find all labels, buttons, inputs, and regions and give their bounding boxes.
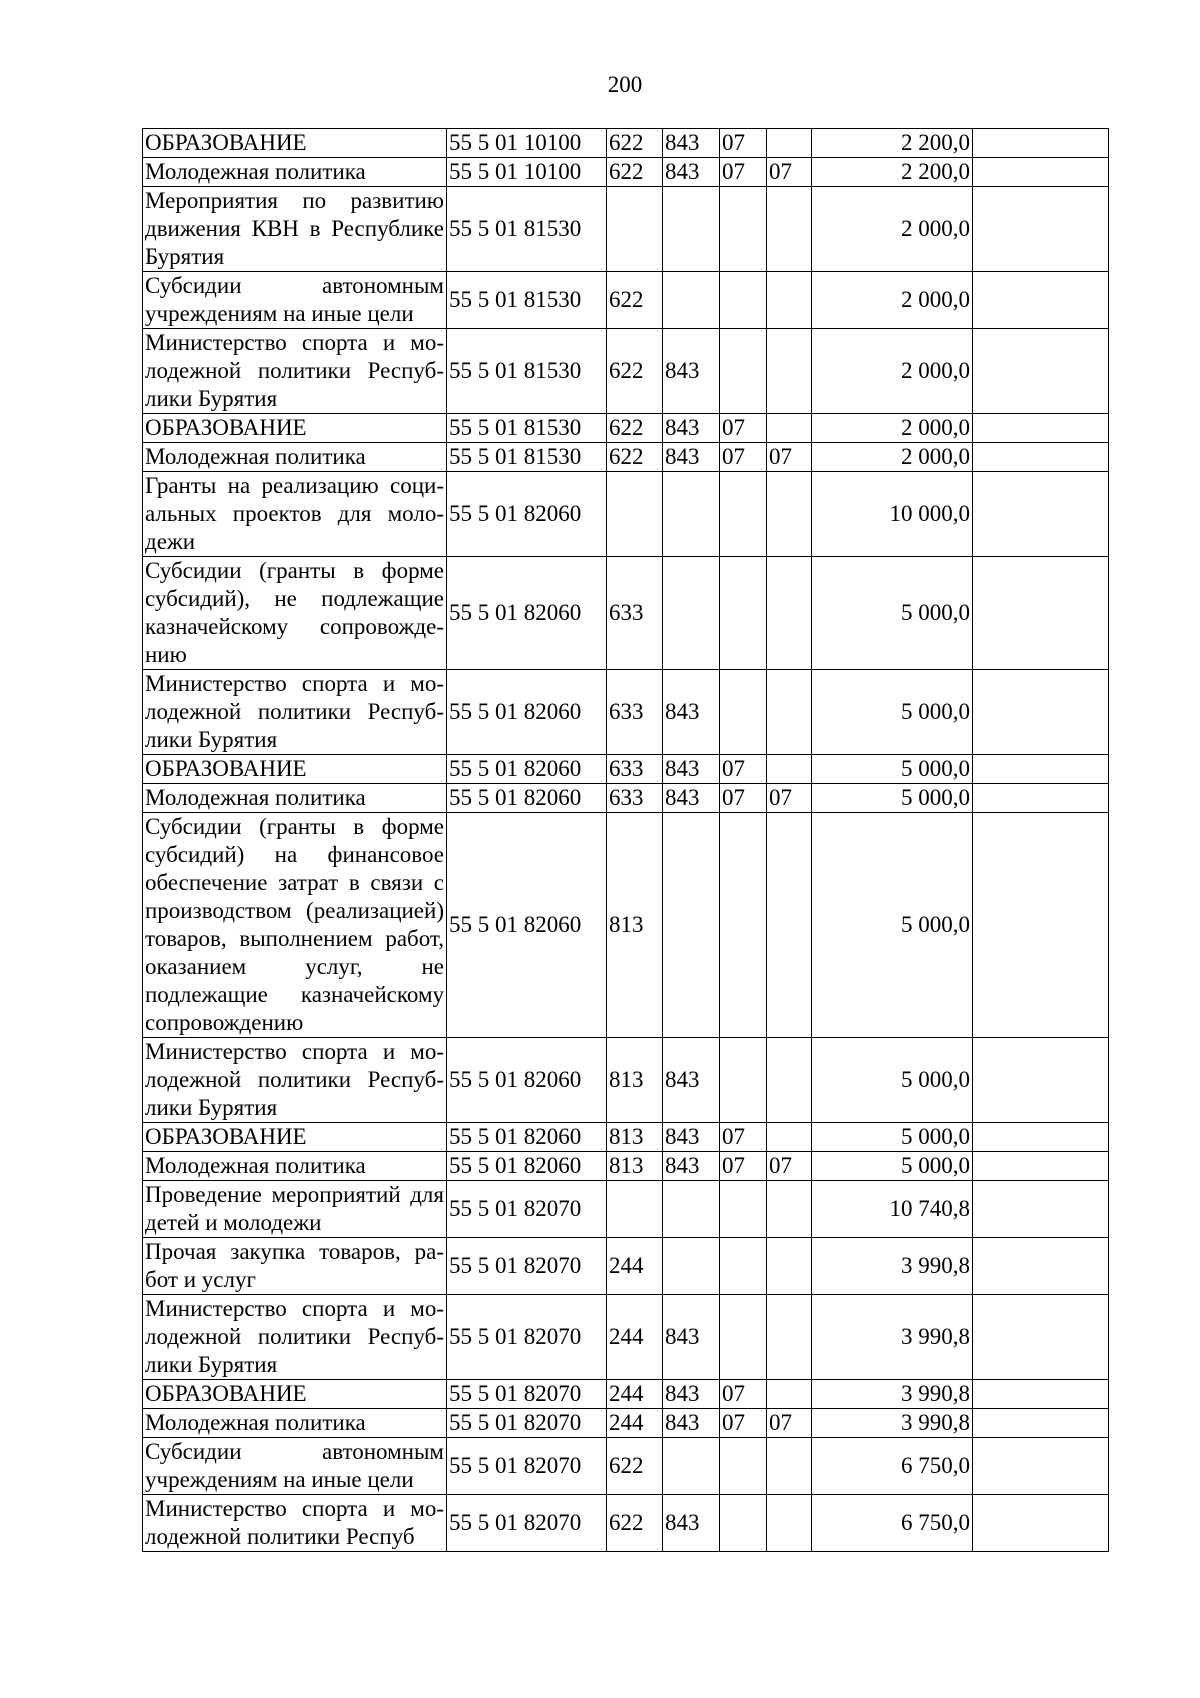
subsection-code [767,272,812,329]
table-body [143,129,1109,1552]
empty-cell [973,1380,1109,1409]
empty-cell [973,1123,1109,1152]
row-name: Проведение мероприятий для детей и молодежи [143,1181,447,1238]
target-code: 55 5 01 82060 [447,472,607,557]
table-row [143,557,1109,670]
subsection-code [767,670,812,755]
empty-cell [973,1238,1109,1295]
row-name: Министерство спорта и молодежной политики Республики Бурятия [143,1038,447,1123]
section-code [720,557,767,670]
target-code: 55 5 01 82060 [447,813,607,1038]
empty-cell [973,272,1109,329]
row-name: Молодежная политика [143,784,447,813]
row-name: Министерство спорта и молодежной политики Республики Бурятия [143,1295,447,1380]
expense-type-code [607,1181,663,1238]
row-name: Субсидии автономным учреждениям на иные цели [143,1438,447,1495]
expense-type-code: 622 [607,272,663,329]
amount: 2 200,0 [812,158,973,187]
ministry-code: 843 [663,1495,720,1552]
empty-cell [973,414,1109,443]
ministry-code: 843 [663,670,720,755]
amount: 2 000,0 [812,272,973,329]
table-row [143,1181,1109,1238]
expense-type-code: 622 [607,129,663,158]
row-name: ОБРАЗОВАНИЕ [143,1123,447,1152]
table-row [143,1495,1109,1552]
expense-type-code: 813 [607,1152,663,1181]
target-code: 55 5 01 10100 [447,158,607,187]
target-code: 55 5 01 81530 [447,272,607,329]
table-row [143,784,1109,813]
amount: 3 990,8 [812,1380,973,1409]
table-row [143,670,1109,755]
table-row [143,272,1109,329]
amount: 5 000,0 [812,1123,973,1152]
amount: 3 990,8 [812,1409,973,1438]
row-name: Гранты на реализацию социальных проектов для молодежи [143,472,447,557]
row-name: Прочая закупка товаров, работ и услуг [143,1238,447,1295]
ministry-code [663,1238,720,1295]
target-code: 55 5 01 81530 [447,187,607,272]
row-name: Субсидии автономным учреждениям на иные цели [143,272,447,329]
section-code [720,329,767,414]
subsection-code: 07 [767,158,812,187]
amount: 5 000,0 [812,813,973,1038]
subsection-code [767,1380,812,1409]
table-row [143,329,1109,414]
expense-type-code: 622 [607,329,663,414]
section-code [720,1438,767,1495]
amount: 5 000,0 [812,670,973,755]
ministry-code: 843 [663,1409,720,1438]
row-name: Молодежная политика [143,443,447,472]
expense-type-code: 622 [607,1495,663,1552]
expense-type-code: 813 [607,813,663,1038]
subsection-code [767,1238,812,1295]
section-code [720,187,767,272]
amount: 5 000,0 [812,1152,973,1181]
subsection-code [767,1038,812,1123]
row-name: Молодежная политика [143,1409,447,1438]
ministry-code [663,1181,720,1238]
table-row [143,1152,1109,1181]
section-code [720,1238,767,1295]
subsection-code: 07 [767,1409,812,1438]
row-name: ОБРАЗОВАНИЕ [143,414,447,443]
section-code: 07 [720,1409,767,1438]
amount: 10 740,8 [812,1181,973,1238]
amount: 2 000,0 [812,187,973,272]
empty-cell [973,1495,1109,1552]
target-code: 55 5 01 82060 [447,1123,607,1152]
section-code: 07 [720,755,767,784]
section-code: 07 [720,443,767,472]
expense-type-code [607,472,663,557]
ministry-code: 843 [663,1295,720,1380]
section-code: 07 [720,1152,767,1181]
row-name: Молодежная политика [143,158,447,187]
subsection-code [767,1181,812,1238]
ministry-code: 843 [663,329,720,414]
subsection-code [767,813,812,1038]
empty-cell [973,784,1109,813]
ministry-code: 843 [663,158,720,187]
target-code: 55 5 01 82070 [447,1295,607,1380]
table-row [143,129,1109,158]
row-name: Молодежная политика [143,1152,447,1181]
row-name: Субсидии (гранты в форме субсидий) на финансовое обеспечение затрат в связи с производством (реализацией) товаров, выполнением работ, оказанием услуг, не подлежащие казначейскому сопровождению [143,813,447,1038]
target-code: 55 5 01 82060 [447,784,607,813]
target-code: 55 5 01 82070 [447,1181,607,1238]
section-code [720,472,767,557]
expense-type-code: 633 [607,755,663,784]
budget-table [142,128,1109,1552]
expense-type-code: 622 [607,414,663,443]
section-code: 07 [720,129,767,158]
section-code [720,1495,767,1552]
amount: 2 000,0 [812,443,973,472]
expense-type-code: 622 [607,443,663,472]
ministry-code: 843 [663,755,720,784]
subsection-code [767,129,812,158]
subsection-code [767,472,812,557]
expense-type-code: 633 [607,784,663,813]
table-row [143,1123,1109,1152]
section-code [720,272,767,329]
empty-cell [973,557,1109,670]
empty-cell [973,1438,1109,1495]
ministry-code: 843 [663,1380,720,1409]
expense-type-code [607,187,663,272]
empty-cell [973,813,1109,1038]
subsection-code [767,557,812,670]
target-code: 55 5 01 81530 [447,329,607,414]
section-code [720,670,767,755]
target-code: 55 5 01 81530 [447,414,607,443]
expense-type-code: 622 [607,1438,663,1495]
section-code: 07 [720,1380,767,1409]
page-number: 200 [607,72,643,97]
table-row [143,158,1109,187]
table-row [143,755,1109,784]
amount: 5 000,0 [812,1038,973,1123]
section-code: 07 [720,784,767,813]
subsection-code [767,1123,812,1152]
target-code: 55 5 01 82070 [447,1438,607,1495]
table-row [143,1380,1109,1409]
expense-type-code: 633 [607,670,663,755]
table-row [143,1038,1109,1123]
table-row [143,1409,1109,1438]
table-row [143,443,1109,472]
amount: 6 750,0 [812,1495,973,1552]
subsection-code [767,329,812,414]
expense-type-code: 813 [607,1123,663,1152]
row-name: Министерство спорта и молодежной политики Республики Бурятия [143,329,447,414]
expense-type-code: 813 [607,1038,663,1123]
ministry-code: 843 [663,129,720,158]
target-code: 55 5 01 82070 [447,1238,607,1295]
empty-cell [973,472,1109,557]
target-code: 55 5 01 82060 [447,557,607,670]
section-code: 07 [720,158,767,187]
row-name: Мероприятия по развитию движения КВН в Республике Бурятия [143,187,447,272]
empty-cell [973,329,1109,414]
ministry-code [663,472,720,557]
table-row [143,414,1109,443]
empty-cell [973,129,1109,158]
ministry-code [663,272,720,329]
ministry-code [663,187,720,272]
subsection-code [767,1295,812,1380]
expense-type-code: 244 [607,1409,663,1438]
amount: 2 000,0 [812,414,973,443]
amount: 5 000,0 [812,755,973,784]
empty-cell [973,670,1109,755]
table-row [143,813,1109,1038]
subsection-code [767,1438,812,1495]
amount: 5 000,0 [812,557,973,670]
amount: 6 750,0 [812,1438,973,1495]
target-code: 55 5 01 82060 [447,670,607,755]
section-code [720,1181,767,1238]
ministry-code: 843 [663,784,720,813]
subsection-code: 07 [767,1152,812,1181]
subsection-code [767,1495,812,1552]
section-code: 07 [720,414,767,443]
ministry-code [663,1438,720,1495]
table-row [143,472,1109,557]
table-row [143,187,1109,272]
target-code: 55 5 01 10100 [447,129,607,158]
empty-cell [973,1295,1109,1380]
ministry-code [663,813,720,1038]
ministry-code [663,557,720,670]
expense-type-code: 622 [607,158,663,187]
empty-cell [973,443,1109,472]
expense-type-code: 244 [607,1238,663,1295]
row-name: ОБРАЗОВАНИЕ [143,1380,447,1409]
table-row [143,1238,1109,1295]
expense-type-code: 244 [607,1380,663,1409]
subsection-code [767,755,812,784]
subsection-code [767,187,812,272]
target-code: 55 5 01 82070 [447,1495,607,1552]
amount: 5 000,0 [812,784,973,813]
target-code: 55 5 01 81530 [447,443,607,472]
amount: 2 200,0 [812,129,973,158]
amount: 3 990,8 [812,1238,973,1295]
amount: 2 000,0 [812,329,973,414]
empty-cell [973,1181,1109,1238]
table-row [143,1295,1109,1380]
amount: 3 990,8 [812,1295,973,1380]
target-code: 55 5 01 82070 [447,1380,607,1409]
row-name: ОБРАЗОВАНИЕ [143,755,447,784]
ministry-code: 843 [663,414,720,443]
subsection-code [767,414,812,443]
row-name: Субсидии (гранты в форме субсидий), не подлежащие казначейскому сопровождению [143,557,447,670]
target-code: 55 5 01 82070 [447,1409,607,1438]
expense-type-code: 633 [607,557,663,670]
target-code: 55 5 01 82060 [447,755,607,784]
row-name: Министерство спорта и молодежной политики Республики Бурятия [143,670,447,755]
ministry-code: 843 [663,1038,720,1123]
ministry-code: 843 [663,1123,720,1152]
ministry-code: 843 [663,443,720,472]
section-code [720,813,767,1038]
target-code: 55 5 01 82060 [447,1152,607,1181]
subsection-code: 07 [767,784,812,813]
subsection-code: 07 [767,443,812,472]
row-name: Министерство спорта и молодежной политики Респуб [143,1495,447,1552]
expense-type-code: 244 [607,1295,663,1380]
section-code [720,1295,767,1380]
ministry-code: 843 [663,1152,720,1181]
empty-cell [973,1152,1109,1181]
empty-cell [973,755,1109,784]
amount: 10 000,0 [812,472,973,557]
empty-cell [973,187,1109,272]
empty-cell [973,1409,1109,1438]
row-name: ОБРАЗОВАНИЕ [143,129,447,158]
section-code [720,1038,767,1123]
empty-cell [973,158,1109,187]
table-row [143,1438,1109,1495]
target-code: 55 5 01 82060 [447,1038,607,1123]
empty-cell [973,1038,1109,1123]
section-code: 07 [720,1123,767,1152]
